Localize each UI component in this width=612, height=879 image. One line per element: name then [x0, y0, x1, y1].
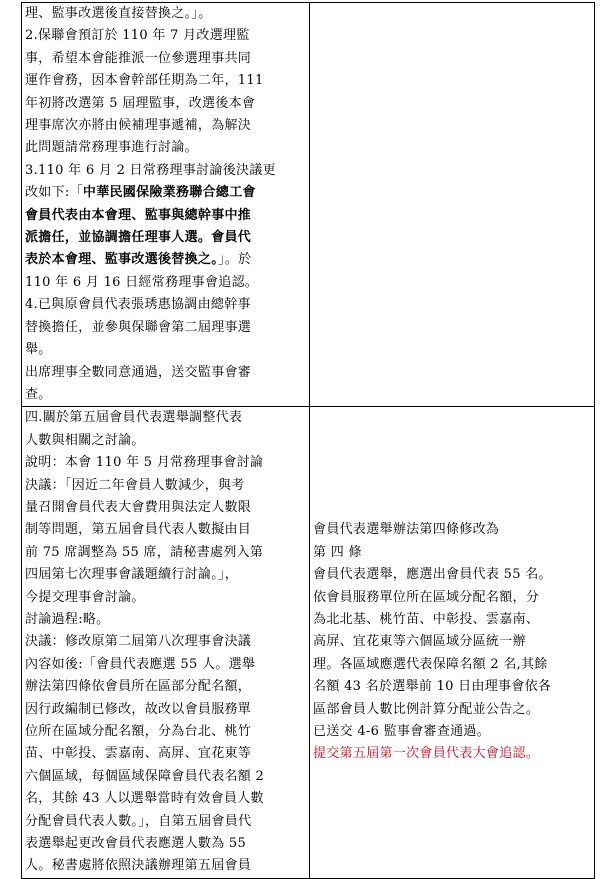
text-run: 內容如後:「會員代表應選 55 人。選舉	[25, 656, 256, 672]
text-run: 制等問題，第五屆會員代表人數擬由目	[25, 522, 252, 538]
text-run: 運作會務，因本會幹部任期為二年，111	[25, 73, 264, 89]
text-line	[313, 564, 591, 586]
text-line	[25, 205, 306, 227]
text-line	[313, 676, 591, 698]
text-run: 理事席次亦將由候補理事遞補，為解決	[25, 118, 252, 134]
text-line	[25, 631, 306, 653]
text-line	[25, 227, 306, 249]
text-line	[25, 564, 306, 586]
text-line	[25, 855, 306, 877]
text-run: 會員代表由本會理、監事與總幹事中推	[25, 207, 252, 223]
text-run: 討論過程:略。	[25, 611, 110, 627]
text-run: 今提交理事會討論。	[25, 589, 145, 605]
text-run: 理。各區域應選代表保障名額 2 名,其餘	[313, 656, 548, 672]
text-line	[25, 676, 306, 698]
text-run: 舉。	[25, 342, 52, 358]
text-line	[25, 542, 306, 564]
text-run: 改如下:「	[25, 185, 83, 201]
text-line	[25, 654, 306, 676]
text-run: 表於本會理、監事改選後替換之。	[25, 252, 219, 268]
text-line	[25, 430, 306, 452]
text-line	[313, 631, 591, 653]
text-run: 提交第五屆第一次會員代表大會追認。	[313, 746, 540, 762]
text-line	[25, 587, 306, 609]
text-run: 前 75 席調整為 55 席，請秘書處列入第	[25, 544, 264, 560]
text-run: 出席理事全數同意通過，送交監事會審	[25, 364, 252, 380]
text-line	[25, 811, 306, 833]
table-row	[22, 407, 595, 879]
row1-left-text	[25, 3, 306, 406]
text-run: 派擔任，並協調擔任理事人選。會員代	[25, 230, 252, 246]
row1-right-cell	[310, 3, 595, 407]
text-line	[25, 182, 306, 204]
right-cell-spacer	[313, 407, 591, 519]
text-line	[25, 160, 306, 182]
text-line	[25, 452, 306, 474]
text-run: 2.保聯會預訂於 110 年 7 月改選理監	[25, 28, 250, 44]
text-line	[25, 407, 306, 429]
text-run: 已送交 4-6 監事會審查通過。	[313, 723, 491, 739]
text-run: 決議：「因近二年會員人數減少，與考	[25, 477, 245, 493]
text-line	[25, 70, 306, 92]
row2-left-cell	[22, 407, 310, 879]
text-line	[313, 721, 591, 743]
text-run: 苗、中彰投、雲嘉南、高屏、宜花東等	[25, 746, 252, 762]
text-run: 名額 43 名於選舉前 10 日由理事會依各	[313, 679, 552, 695]
text-line	[25, 766, 306, 788]
text-run: 名，其餘 43 人以選舉當時有效會員人數	[25, 791, 264, 807]
text-run: 會員代表選舉辦法第四條修改為	[313, 522, 500, 538]
text-run: 查。	[25, 386, 52, 402]
row1-left-cell	[22, 3, 310, 407]
text-run: 第 四 條	[313, 544, 362, 560]
text-run: 理、監事改選後直接替換之。」。	[25, 6, 212, 21]
text-line	[313, 542, 591, 564]
text-run: 位所在區域分配名額，分為台北、桃竹	[25, 724, 252, 739]
text-run: 3.110 年 6 月 2 日常務理事討論後決議更	[25, 162, 276, 178]
text-run: 此問題請常務理事進行討論。	[25, 140, 198, 156]
text-run: 表選舉起更改會員代表應選人數為 55	[25, 836, 247, 852]
text-line	[25, 137, 306, 159]
text-run: 分配會員代表人數。」，自第五屆會員代	[25, 813, 252, 829]
text-line	[25, 294, 306, 316]
text-line	[25, 25, 306, 47]
text-run: 因行政編制已修改，故改以會員服務單	[25, 701, 252, 717]
text-line	[25, 339, 306, 361]
text-run: 110 年 6 月 16 日經常務理事會追認。	[25, 274, 259, 290]
row2-right-text	[313, 519, 591, 765]
table-row	[22, 3, 595, 407]
text-run: 四屆第七次理事會議題續行討論。」，	[25, 567, 239, 583]
text-run: 人。秘書處將依照決議辦理第五屆會員	[25, 858, 252, 874]
text-line	[25, 519, 306, 541]
text-line	[25, 788, 306, 810]
text-run: 說明：本會 110 年 5 月常務理事會討論	[25, 455, 264, 471]
text-run: 量召開會員代表大會費用與法定人數限	[25, 499, 252, 515]
text-run: 高屏、宜花東等六個區域分區統一辦	[313, 634, 526, 650]
text-line	[313, 587, 591, 609]
text-run: 四.關於第五屆會員代表選舉調整代表	[25, 410, 243, 426]
text-line	[313, 609, 591, 631]
text-line	[25, 93, 306, 115]
text-line	[25, 743, 306, 765]
text-line	[313, 519, 591, 541]
text-line	[25, 3, 306, 25]
minutes-table	[21, 2, 595, 879]
text-line	[313, 699, 591, 721]
text-run: 人數與相關之討論。	[25, 432, 145, 448]
text-run: 年初將改選第 5 屆理監事，改選後本會	[25, 95, 256, 111]
text-run: 4.已與原會員代表張琇惠協調由總幹事	[25, 297, 251, 313]
text-line	[25, 48, 306, 70]
text-line	[313, 743, 591, 765]
text-line	[25, 384, 306, 406]
text-run: 會員代表選舉，應選出會員代表 55 名。	[313, 567, 552, 583]
text-run: 中華民國保險業務聯合總工會	[82, 185, 256, 201]
text-line	[25, 362, 306, 384]
text-run: 」。於	[218, 252, 252, 268]
text-line	[25, 699, 306, 721]
row2-left-text	[25, 407, 306, 878]
text-line	[25, 272, 306, 294]
text-line	[25, 609, 306, 631]
text-run: 替換擔任，並參與保聯會第二屆理事選	[25, 319, 252, 335]
text-line	[25, 249, 306, 271]
text-run: 區部會員人數比例計算分配並公告之。	[313, 701, 540, 717]
text-line	[25, 115, 306, 137]
text-run: 為北北基、桃竹苗、中彰投、雲嘉南、	[313, 611, 540, 627]
text-line	[313, 654, 591, 676]
text-line	[25, 475, 306, 497]
text-line	[25, 497, 306, 519]
text-run: 依會員服務單位所在區域分配名額，分	[313, 589, 540, 605]
text-line	[25, 833, 306, 855]
text-run: 事，希望本會能推派一位參選理事共同	[25, 50, 252, 66]
row2-right-cell	[310, 407, 595, 879]
text-run: 辦法第四條依會員所在區部分配名額，	[25, 679, 252, 695]
text-run: 六個區域，每個區域保障會員代表名額 2	[25, 768, 265, 784]
text-line	[25, 721, 306, 743]
text-run: 決議：修改原第二屆第八次理事會決議	[25, 634, 252, 650]
text-line	[25, 317, 306, 339]
